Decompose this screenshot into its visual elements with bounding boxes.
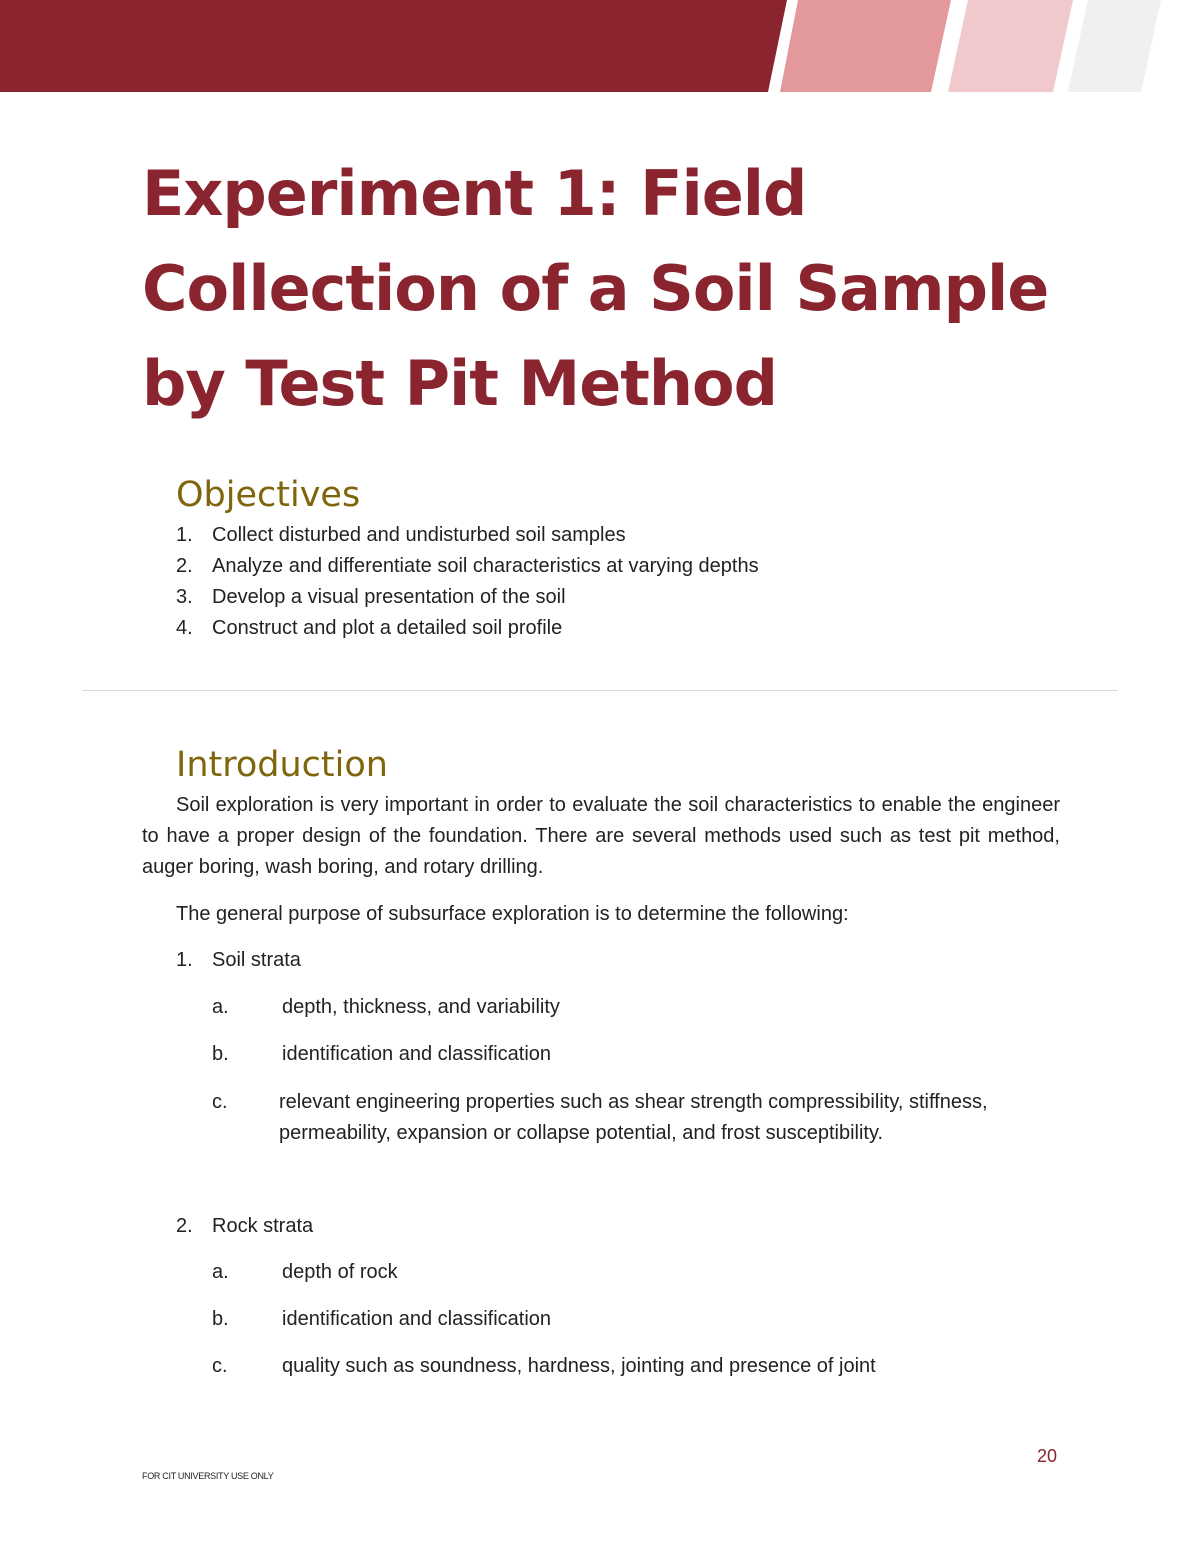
header-stripe-light-red xyxy=(780,0,951,92)
sub-text: depth, thickness, and variability xyxy=(282,996,560,1018)
objectives-list xyxy=(176,520,759,644)
list-number: 1. xyxy=(176,524,193,546)
list-text: Construct and plot a detailed soil profile xyxy=(212,617,563,639)
section-divider xyxy=(82,690,1118,691)
list-number: 3. xyxy=(176,586,193,608)
purpose-statement: The general purpose of subsurface exploration is to determine the following: xyxy=(176,903,849,925)
sub-letter: c. xyxy=(212,1355,228,1377)
sub-text: identification and classification xyxy=(282,1308,552,1330)
list-text: Collect disturbed and undisturbed soil samples xyxy=(212,524,626,546)
list-item xyxy=(176,613,759,644)
list-number: 2. xyxy=(176,555,193,577)
sub-letter: b. xyxy=(212,1043,229,1065)
sub-letter: c. xyxy=(212,1091,228,1113)
list-number: 4. xyxy=(176,617,193,639)
list-label: Soil strata xyxy=(212,949,301,971)
list-item xyxy=(176,520,759,551)
sub-text: identification and classification xyxy=(282,1043,552,1065)
list-number: 2. xyxy=(176,1215,193,1237)
sub-text: depth of rock xyxy=(282,1261,398,1283)
footer-note: FOR CIT UNIVERSITY USE ONLY xyxy=(142,1471,274,1481)
header-band xyxy=(0,0,1200,92)
sub-letter: a. xyxy=(212,996,229,1018)
page-title: Experiment 1: Field Collection of a Soil Sample by Test Pit Method xyxy=(142,157,1049,420)
intro-paragraph: Soil exploration is very important in order to evaluate the soil characteristics to enable the engineer to have a proper design of the foundation. There are several methods used such as test pit method, auger boring, wash boring, and rotary drilling. xyxy=(142,794,1060,878)
list-text: Analyze and differentiate soil characteristics at varying depths xyxy=(212,555,759,577)
sub-text: relevant engineering properties such as shear strength compressibility, stiffness, permeability, expansion or collapse potential, and frost susceptibility. xyxy=(279,1091,988,1144)
sub-letter: b. xyxy=(212,1308,229,1330)
introduction-heading: Introduction xyxy=(176,745,388,785)
list-item xyxy=(176,582,759,613)
header-bar xyxy=(0,0,787,92)
page-number: 20 xyxy=(1036,1446,1057,1466)
list-item-rock-strata xyxy=(176,1211,313,1242)
list-number: 1. xyxy=(176,949,193,971)
list-item xyxy=(176,551,759,582)
list-text: Develop a visual presentation of the soil xyxy=(212,586,566,608)
sub-letter: a. xyxy=(212,1261,229,1283)
header-stripe-pink xyxy=(948,0,1073,92)
header-stripe-grey xyxy=(1068,0,1161,92)
list-item-soil-strata xyxy=(176,945,301,976)
objectives-heading: Objectives xyxy=(176,475,361,515)
sub-text: quality such as soundness, hardness, jointing and presence of joint xyxy=(282,1355,876,1377)
list-label: Rock strata xyxy=(212,1215,314,1237)
